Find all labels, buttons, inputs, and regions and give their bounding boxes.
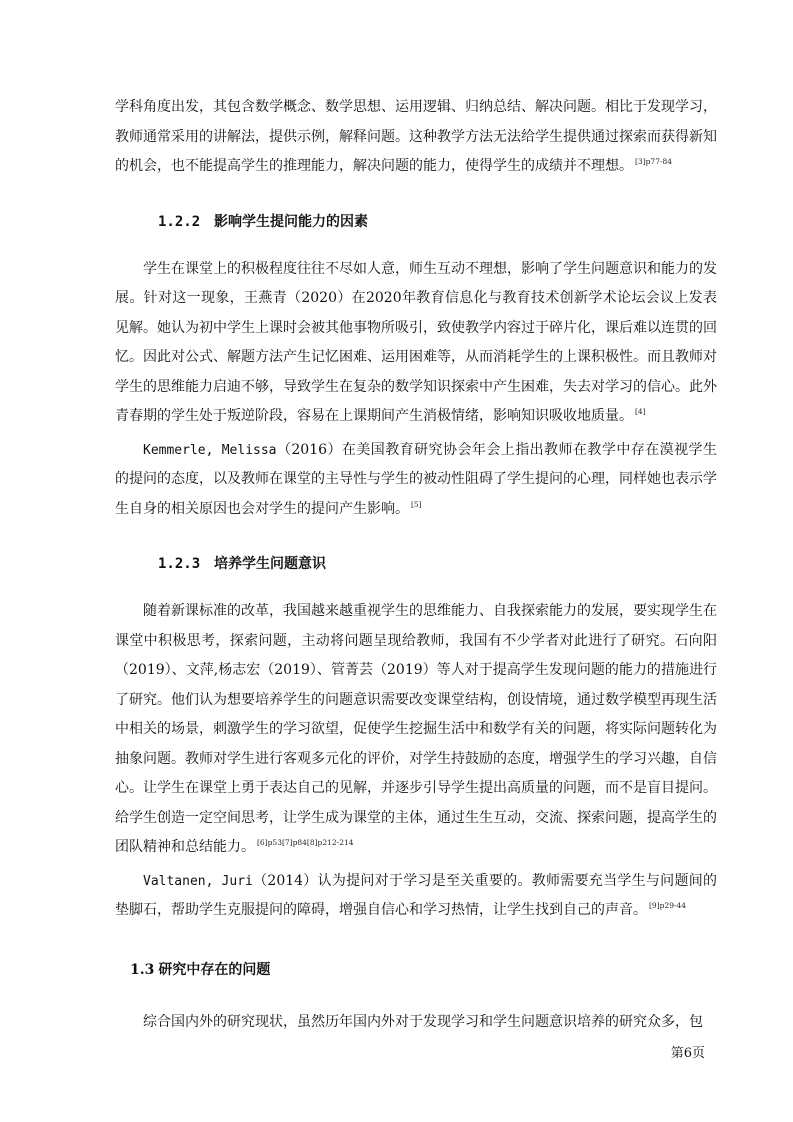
- citation: [9]p29-44: [649, 901, 687, 910]
- page-number: 第6页: [670, 1046, 705, 1061]
- section-title: 培养学生问题意识: [214, 556, 326, 572]
- section-heading-1-3: [115, 960, 717, 980]
- subsection-heading-1-2-3: [115, 554, 717, 574]
- section-title: 研究中存在的问题: [158, 961, 271, 978]
- author-name: Kemmerle, Melissa: [143, 442, 277, 458]
- citation: [6]p53[7]p84[8]p212-214: [257, 838, 354, 847]
- section-title: 影响学生提问能力的因素: [214, 213, 368, 230]
- paragraph: 学生在课堂上的积极程度往往不尽如人意，师生互动不理想，影响了学生问题意识和能力的发展。针对这一现象，王燕青（2020）在2020年教育信息化与教育技术创新学术论坛会议上发表见解。她认为初中学生上课时会被其他事物所吸引，致使教学内容过于碎片化，课后难以连贯的回忆。因此对公式、解题方法产生记忆困难、运用困难等，从而消耗学生的上课积极性。而且教师对学生的思维能力启迪不够，导致学生在复杂的数学知识探索中产生困难，失去对学习的信心。此外青春期的学生处于叛逆阶段，容易在上课期间产生消极情绪，影响知识吸收地质量。 [4]: [115, 260, 717, 424]
- citation: [5]: [411, 499, 422, 509]
- section-number: 1.3: [130, 961, 155, 978]
- citation: [4]: [635, 407, 646, 416]
- paragraph: 综合国内外的研究现状，虽然历年国内外对于发现学习和学生问题意识培养的研究众多，包: [143, 1013, 703, 1030]
- paragraph: Kemmerle, Melissa（2016）在美国教育研究协会年会上指出教师在教学中存在漠视学生的提问的态度，以及教师在课堂的主导性与学生的被动性阻碍了学生提问的心理，同样她也表示学生自身的相关原因也会对学生的提问产生影响。 [5]: [115, 441, 717, 517]
- subsection-heading-1-2-2: [115, 212, 717, 232]
- paragraph-continued: 学科角度出发，其包含数学概念、数学思想、运用逻辑、归纳总结、解决问题。相比于发现学习，教师通常采用的讲解法，提供示例，解释问题。这种教学方法无法给学生提供通过探索而获得新知的机会，也不能提高学生的推理能力，解决问题的能力，使得学生的成绩并不理想。 $^{[3]p77-84}$: [115, 99, 717, 174]
- section-number: 1.2.2: [158, 213, 201, 230]
- author-name: Valtanen, Juri: [143, 873, 253, 889]
- citation: [3]p77-84: [635, 157, 673, 166]
- paragraph: Valtanen, Juri（2014）认为提问对于学习是至关重要的。教师需要充当学生与问题间的垫脚石，帮助学生克服提问的障碍，增强自信心和学习热情，让学生找到自己的声音。 $^{[9]p29-44}$: [115, 872, 717, 918]
- paragraph: 随着新课标准的改革，我国越来越重视学生的思维能力、自我探索能力的发展，要实现学生在课堂中积极思考，探索问题，主动将问题呈现给教师，我国有不少学者对此进行了研究。石向阳（2019）、文萍,杨志宏（2019）、管菁芸（2019）等人对于提高学生发现问题的能力的措施进行了研究。他们认为想要培养学生的问题意识需要改变课堂结构，创设情境，通过数学模型再现生活中相关的场景，刺激学生的学习欲望，促使学生挖掘生活中和数学有关的问题，将实际问题转化为抽象问题。教师对学生进行客观多元化的评价，对学生持鼓励的态度，增强学生的学习兴趣，自信心。让学生在课堂上勇于表达自己的见解，并逐步引导学生提出高质量的问题，而不是盲目提问。给学生创造一定空间思考，让学生成为课堂的主体，通过生生互动，交流、探索问题，提高学生的团队精神和总结能力。 $^{[6]p53[7]p84[8]p212-214}$: [115, 603, 717, 855]
- section-number: 1.2.3: [158, 556, 201, 572]
- body-text: [115, 93, 717, 1037]
